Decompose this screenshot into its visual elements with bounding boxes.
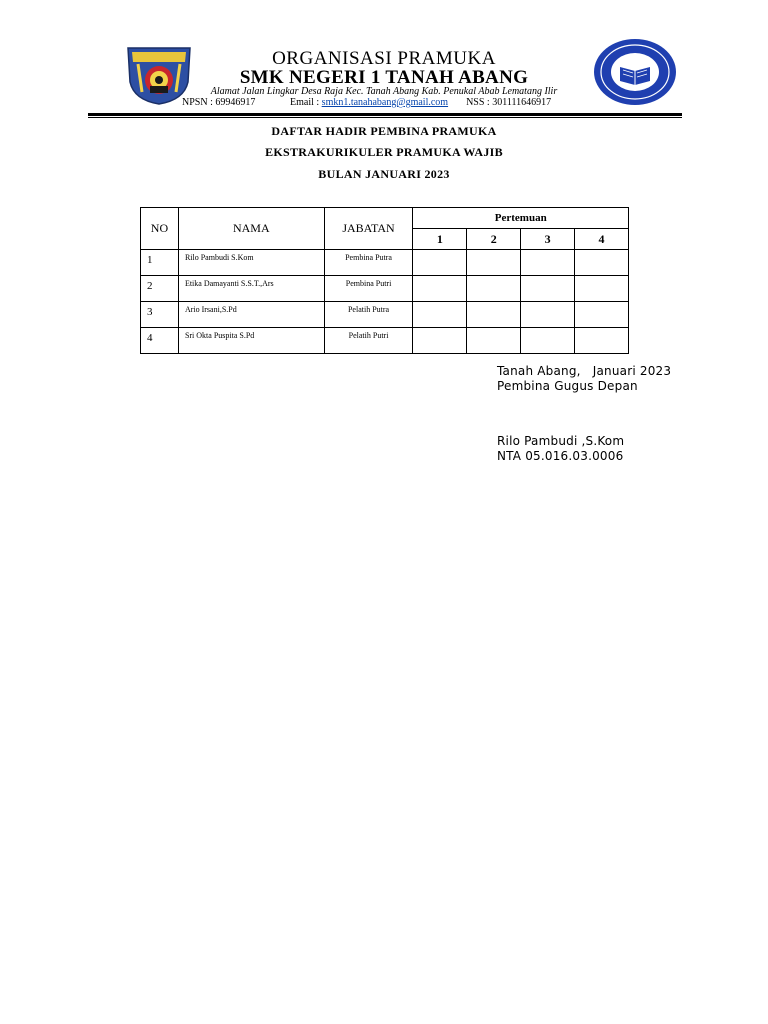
- address: Alamat Jalan Lingkar Desa Raja Kec. Tanah Abang Kab. Penukal Abab Lematang Ilir: [210, 86, 558, 97]
- org-name: ORGANISASI PRAMUKA: [272, 48, 496, 69]
- contact-line: [182, 97, 551, 108]
- row-jabatan: Pelatih Putri: [324, 328, 413, 354]
- row-nama: Rilo Pambudi S.Kom: [178, 250, 324, 276]
- attendance-cell[interactable]: [575, 328, 629, 354]
- row-nama: Etika Damayanti S.S.T.,Ars: [178, 276, 324, 302]
- signature-role: Pembina Gugus Depan: [497, 379, 638, 393]
- school-name: SMK NEGERI 1 TANAH ABANG: [239, 67, 529, 88]
- doc-title: DAFTAR HADIR PEMBINA PRAMUKA: [271, 124, 497, 138]
- attendance-cell[interactable]: [413, 302, 467, 328]
- row-no: 1: [141, 250, 179, 276]
- row-no: 3: [141, 302, 179, 328]
- signature-name: Rilo Pambudi ,S.Kom: [497, 434, 625, 448]
- attendance-cell[interactable]: [467, 328, 521, 354]
- header-divider-thin: [88, 117, 682, 118]
- table-row: [141, 250, 629, 276]
- attendance-cell[interactable]: [575, 302, 629, 328]
- attendance-cell[interactable]: [521, 276, 575, 302]
- table-row: [141, 302, 629, 328]
- email-label: Email :: [290, 97, 320, 108]
- attendance-table: [140, 207, 629, 354]
- attendance-cell[interactable]: [413, 328, 467, 354]
- nss: NSS : 301111646917: [466, 97, 552, 108]
- header-jabatan: JABATAN: [324, 208, 413, 250]
- email-link[interactable]: smkn1.tanahabang@gmail.com: [321, 97, 449, 108]
- attendance-cell[interactable]: [413, 276, 467, 302]
- header-divider-thick: [88, 113, 682, 116]
- meeting-4: 4: [575, 229, 629, 250]
- meeting-2: 2: [467, 229, 521, 250]
- table-row: [141, 276, 629, 302]
- row-no: 2: [141, 276, 179, 302]
- header-no: NO: [141, 208, 179, 250]
- row-no: 4: [141, 328, 179, 354]
- attendance-cell[interactable]: [575, 250, 629, 276]
- signature-nta: NTA 05.016.03.0006: [497, 449, 624, 463]
- header-pertemuan: Pertemuan: [413, 208, 629, 229]
- meeting-3: 3: [521, 229, 575, 250]
- npsn: NPSN : 69946917: [182, 97, 256, 108]
- attendance-cell[interactable]: [467, 276, 521, 302]
- doc-month: BULAN JANUARI 2023: [318, 167, 450, 181]
- attendance-cell[interactable]: [521, 250, 575, 276]
- doc-subtitle: EKSTRAKURIKULER PRAMUKA WAJIB: [265, 145, 503, 159]
- header-nama: NAMA: [178, 208, 324, 250]
- meeting-1: 1: [413, 229, 467, 250]
- attendance-cell[interactable]: [575, 276, 629, 302]
- attendance-cell[interactable]: [413, 250, 467, 276]
- signature-place-date: Tanah Abang, Januari 2023: [497, 364, 672, 378]
- row-nama: Sri Okta Puspita S.Pd: [178, 328, 324, 354]
- row-nama: Ario Irsani,S.Pd: [178, 302, 324, 328]
- row-jabatan: Pembina Putra: [324, 250, 413, 276]
- attendance-cell[interactable]: [521, 328, 575, 354]
- attendance-cell[interactable]: [521, 302, 575, 328]
- row-jabatan: Pelatih Putra: [324, 302, 413, 328]
- attendance-cell[interactable]: [467, 302, 521, 328]
- attendance-cell[interactable]: [467, 250, 521, 276]
- row-jabatan: Pembina Putri: [324, 276, 413, 302]
- table-row: [141, 328, 629, 354]
